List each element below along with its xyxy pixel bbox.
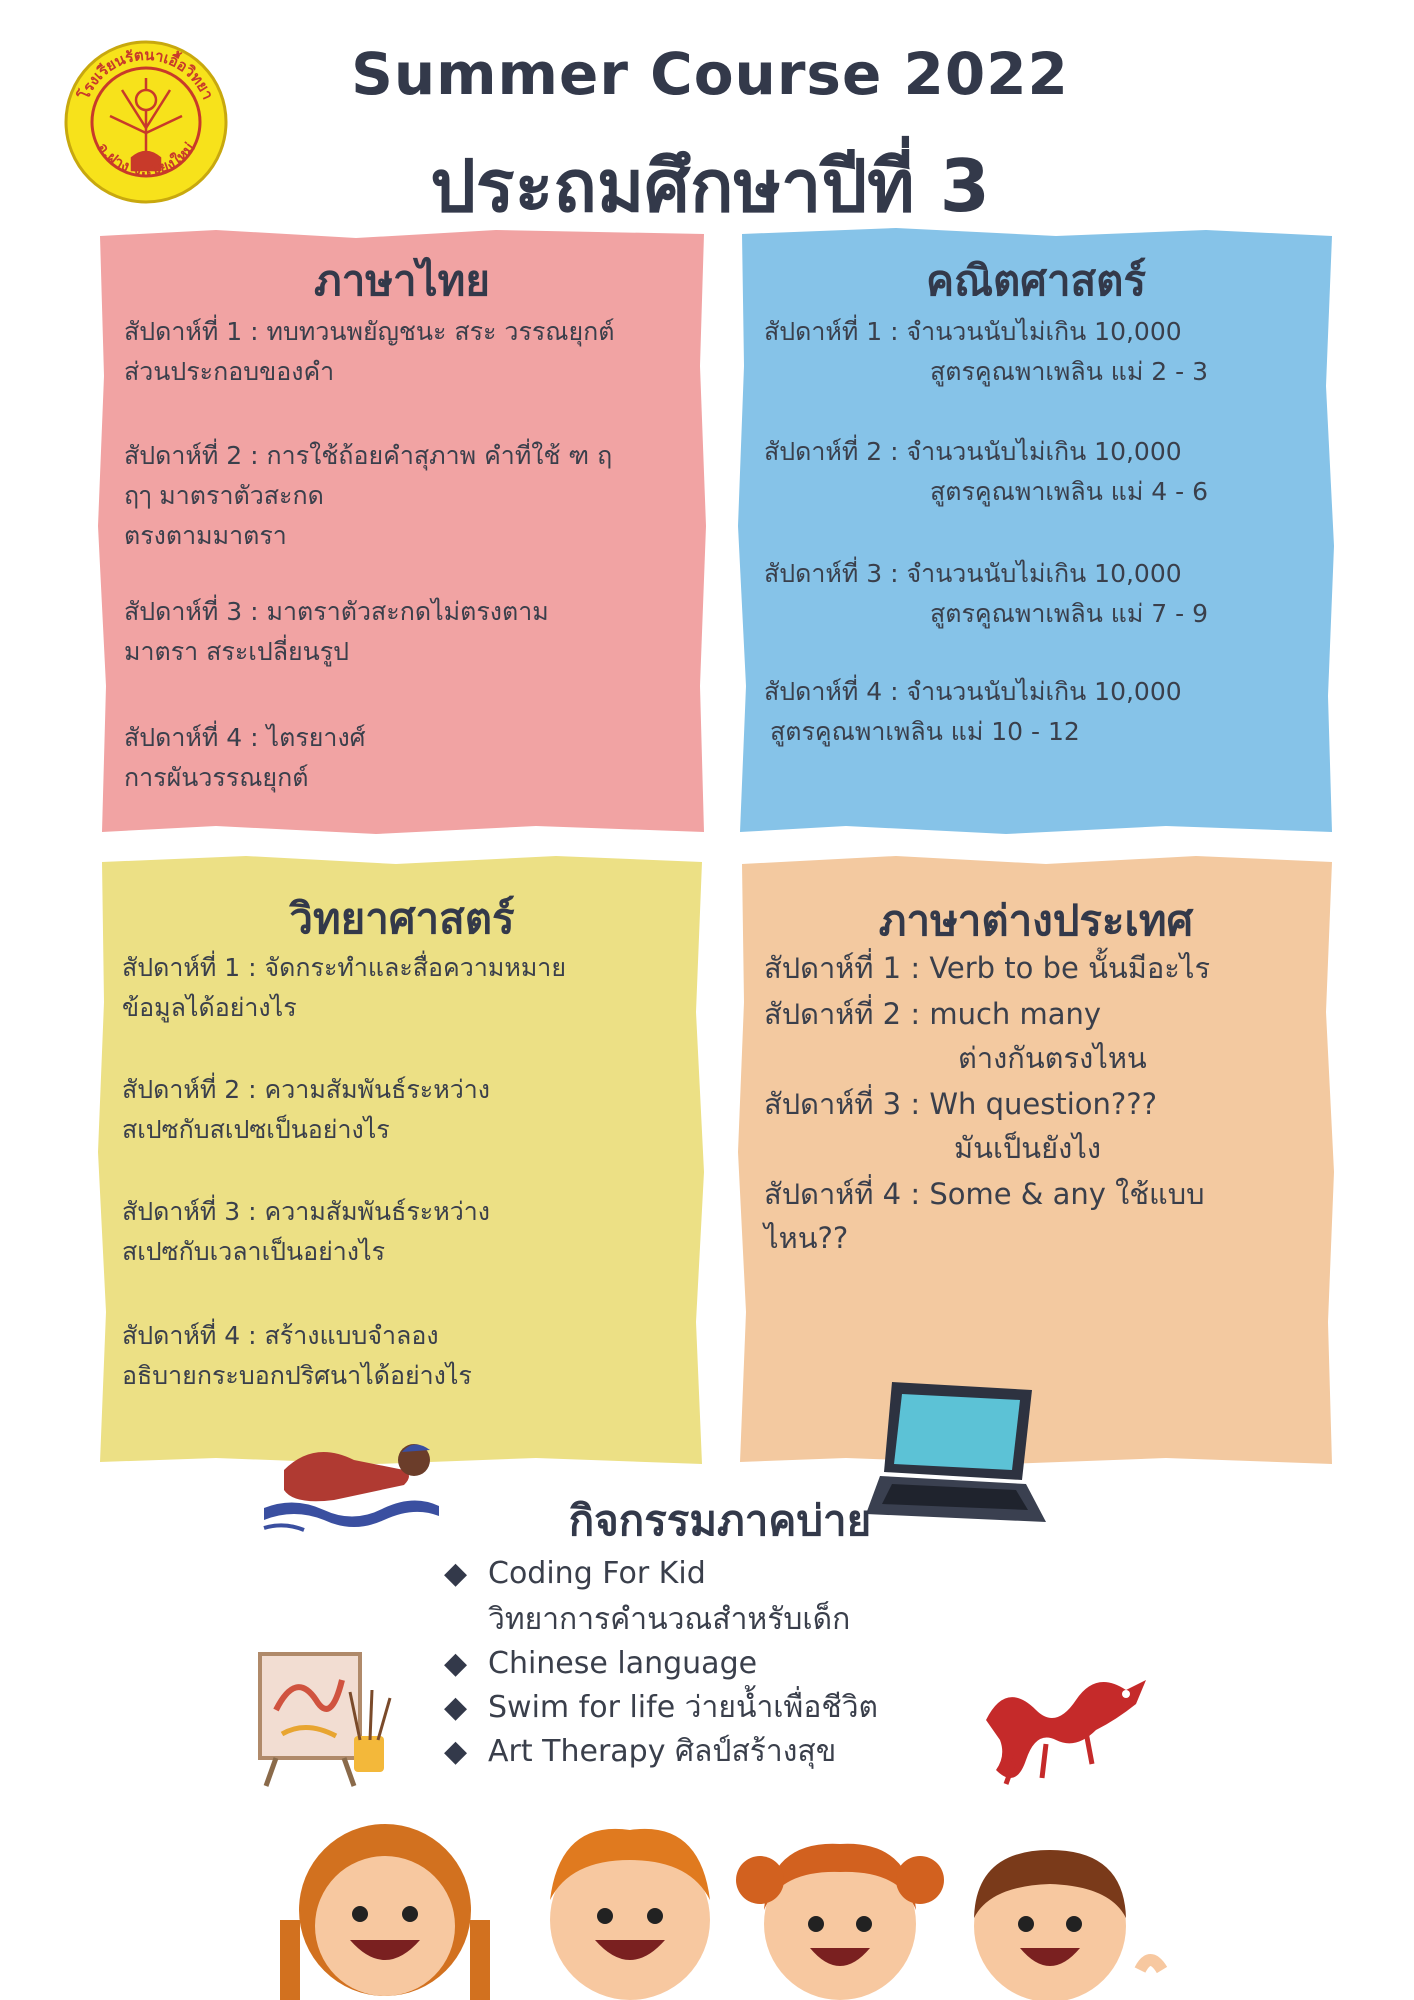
week-2-lesson: สัปดาห์ที่ 2 : จำนวนนับไม่เกิน 10,000 สูตรคูณพาเพลิน แม่ 4 - 6 (764, 437, 1209, 506)
activity-item: ◆ Swim for life ว่ายน้ำเพื่อชีวิต (444, 1686, 878, 1730)
week-2-lesson: สัปดาห์ที่ 2 : การใช้ถ้อยคำสุภาพ คำที่ใช้ ฑ ฤ ฤๅ มาตราตัวสะกด ตรงตามมาตรา (124, 441, 613, 550)
diamond-bullet-icon: ◆ (444, 1556, 468, 1591)
thai-language-panel (96, 226, 708, 838)
week-2-lesson: สัปดาห์ที่ 2 : much many ต่างกันตรงไหน (764, 997, 1147, 1075)
activities-title: กิจกรรมภาคบ่าย (568, 1496, 872, 1545)
week-3-lesson: สัปดาห์ที่ 3 : ความสัมพันธ์ระหว่าง สเปซกับเวลาเป็นอย่างไร (122, 1197, 490, 1266)
chinese-dragon-illustration (976, 1660, 1156, 1800)
kid-4 (974, 1850, 1162, 2000)
math-panel (736, 226, 1336, 838)
panel-title: คณิตศาสตร์ (925, 256, 1147, 305)
diamond-bullet-icon: ◆ (444, 1646, 468, 1681)
panel-title: ภาษาไทย (314, 256, 490, 305)
week-4-lesson: สัปดาห์ที่ 4 : สร้างแบบจำลอง อธิบายกระบอกปริศนาได้อย่างไร (122, 1321, 472, 1390)
activity-item-subtitle: วิทยาการคำนวณสำหรับเด็ก (488, 1602, 851, 1637)
week-3-lesson: สัปดาห์ที่ 3 : Wh question??? มันเป็นยังไง (764, 1087, 1158, 1165)
week-1-lesson: สัปดาห์ที่ 1 : ทบทวนพยัญชนะ สระ วรรณยุกต์ ส่วนประกอบของคำ (124, 317, 615, 386)
panel-title: วิทยาศาสตร์ (289, 894, 515, 943)
week-4-lesson: สัปดาห์ที่ 4 : จำนวนนับไม่เกิน 10,000 สูตรคูณพาเพลิน แม่ 10 - 12 (764, 677, 1182, 746)
activity-item: ◆ Coding For Kid (444, 1552, 706, 1596)
logo-text-top: โรงเรียนรัตนาเอื้อวิทยา (74, 45, 218, 103)
week-1-lesson: สัปดาห์ที่ 1 : Verb to be นั้นมีอะไร (764, 951, 1211, 985)
swimmer-illustration (254, 1430, 444, 1550)
art-easel-illustration (246, 1640, 406, 1790)
page-title-english: Summer Course 2022 (351, 40, 1069, 108)
week-1-lesson: สัปดาห์ที่ 1 : จำนวนนับไม่เกิน 10,000 สูตรคูณพาเพลิน แม่ 2 - 3 (764, 317, 1209, 386)
activity-item: ◆ Chinese language (444, 1642, 757, 1686)
activity-item: ◆ Art Therapy ศิลป์สร้างสุข (444, 1730, 836, 1774)
week-3-lesson: สัปดาห์ที่ 3 : จำนวนนับไม่เกิน 10,000 สูตรคูณพาเพลิน แม่ 7 - 9 (764, 559, 1209, 628)
panel-title: ภาษาต่างประเทศ (878, 896, 1194, 945)
week-4-lesson: สัปดาห์ที่ 4 : Some & any ใช้แบบ ไหน?? (764, 1177, 1205, 1255)
kids-illustration (250, 1800, 1170, 2000)
week-2-lesson: สัปดาห์ที่ 2 : ความสัมพันธ์ระหว่าง สเปซกับสเปซเป็นอย่างไร (122, 1075, 490, 1144)
diamond-bullet-icon: ◆ (444, 1734, 468, 1769)
kid-2 (550, 1829, 710, 2000)
week-3-lesson: สัปดาห์ที่ 3 : มาตราตัวสะกดไม่ตรงตาม มาตรา สระเปลี่ยนรูป (124, 597, 549, 666)
school-logo (62, 38, 230, 206)
diamond-bullet-icon: ◆ (444, 1690, 468, 1725)
kid-1 (280, 1824, 490, 2000)
page-title-thai: ประถมศึกษาปีที่ 3 (430, 144, 990, 228)
week-1-lesson: สัปดาห์ที่ 1 : จัดกระทำและสื่อความหมาย ข้อมูลได้อย่างไร (122, 953, 566, 1022)
kid-3 (736, 1844, 944, 2000)
week-4-lesson: สัปดาห์ที่ 4 : ไตรยางศ์ การผันวรรณยุกต์ (124, 723, 366, 792)
science-panel (96, 852, 708, 1468)
logo-text-bottom: อ.ฝาง จ.เชียงใหม่ (93, 139, 199, 179)
